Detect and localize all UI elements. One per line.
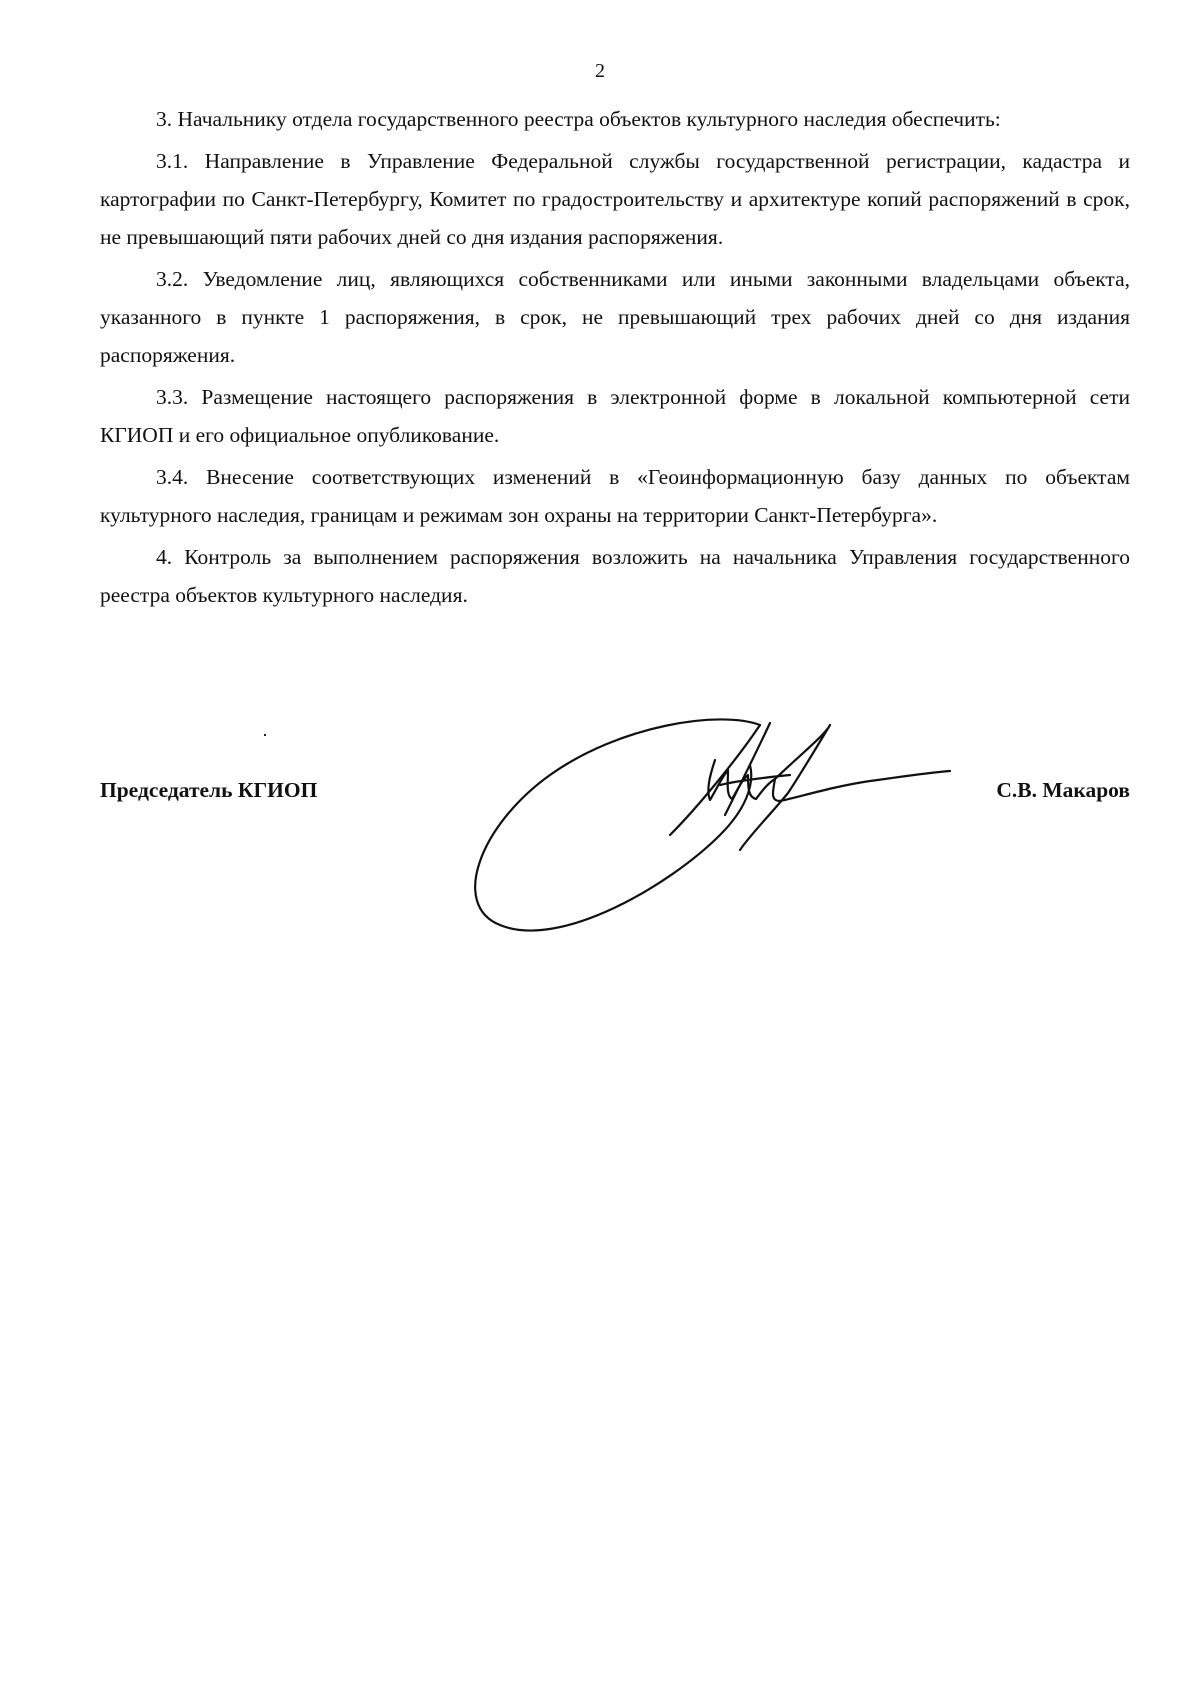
paragraph-3-4: 3.4. Внесение соответствующих изменений в «Геоинформационную базу данных по объектам культурного наследия, границам и режимам зон охраны на территории Санкт-Петербурга». xyxy=(100,465,1130,527)
page-number: 2 xyxy=(595,60,605,82)
signer-name: С.В. Макаров xyxy=(996,778,1130,802)
paragraph-3-3: 3.3. Размещение настоящего распоряжения в электронной форме в локальной компьютерной сети КГИОП и его официальное опубликование. xyxy=(100,385,1130,447)
handwritten-signature xyxy=(470,715,960,940)
paragraph-3: 3. Начальнику отдела государственного реестра объектов культурного наследия обеспечить: xyxy=(156,107,1001,131)
document-body xyxy=(100,100,1130,618)
paragraph-3-1: 3.1. Направление в Управление Федеральной службы государственной регистрации, кадастра и картографии по Санкт-Петербургу, Комитет по градостроительству и архитектуре копий распоряжений в срок, не превышающий пяти рабочих дней со дня издания распоряжения. xyxy=(100,149,1130,249)
scan-speck xyxy=(264,734,266,736)
paragraph-4: 4. Контроль за выполнением распоряжения возложить на начальника Управления государственного реестра объектов культурного наследия. xyxy=(100,545,1130,607)
signer-position: Председатель КГИОП xyxy=(100,778,318,802)
paragraph-3-2: 3.2. Уведомление лиц, являющихся собственниками или иными законными владельцами объекта, указанного в пункте 1 распоряжения, в срок, не превышающий трех рабочих дней со дня издания распоряжения. xyxy=(100,267,1130,367)
